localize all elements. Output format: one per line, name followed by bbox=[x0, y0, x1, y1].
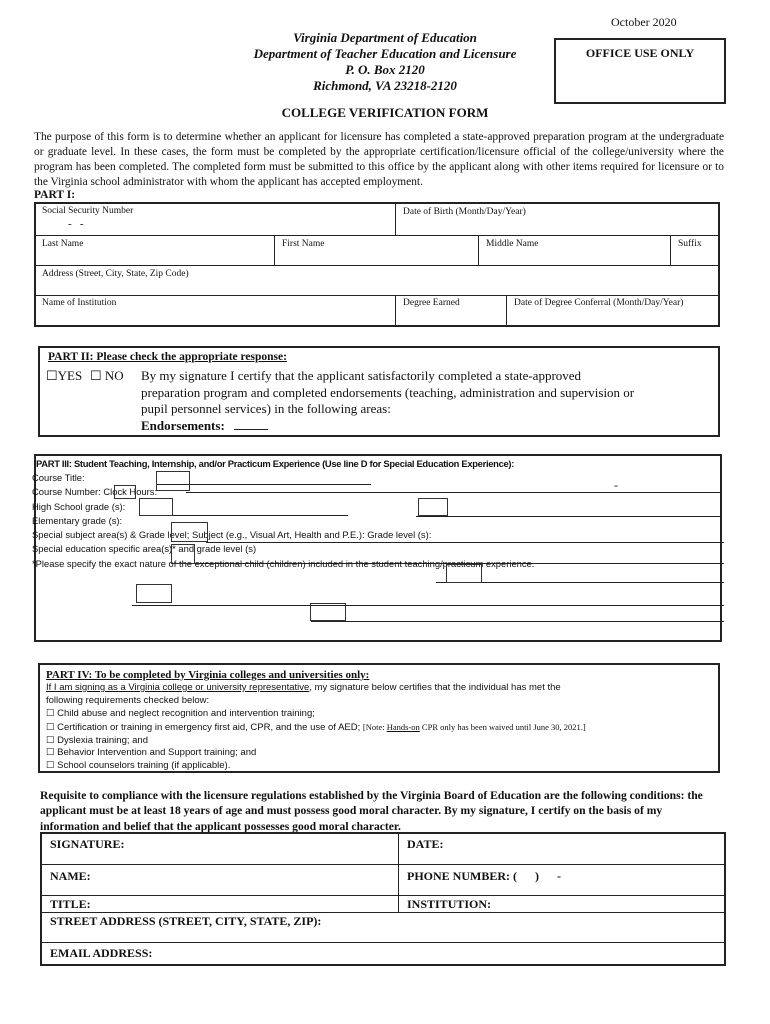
elementary-line[interactable] bbox=[416, 516, 720, 517]
part3-lines bbox=[32, 471, 534, 571]
middle-name-label: Middle Name bbox=[486, 239, 539, 249]
form-date: October 2020 bbox=[611, 15, 677, 29]
part1-col-divider bbox=[395, 295, 396, 325]
clock-hours-label: Clock Hours: bbox=[103, 486, 158, 498]
address-label: Address (Street, City, State, Zip Code) bbox=[42, 269, 189, 279]
part1-col-divider bbox=[478, 235, 479, 265]
first-name-label: First Name bbox=[282, 239, 325, 249]
ssn-label: Social Security Number bbox=[42, 206, 134, 216]
agency-line-1: Virginia Department of Education bbox=[293, 30, 477, 45]
signature-row-divider bbox=[42, 864, 724, 865]
date-field[interactable]: DATE: bbox=[407, 837, 444, 851]
part2-line-1: By my signature I certify that the applicant satisfactorily completed a state-approved bbox=[141, 368, 582, 383]
signature-block bbox=[40, 832, 726, 966]
phone-field[interactable]: PHONE NUMBER: ( ) - bbox=[407, 869, 561, 883]
requirement-dyslexia[interactable]: ☐ Dyslexia training; and bbox=[46, 734, 148, 746]
email-address-field[interactable]: EMAIL ADDRESS: bbox=[50, 946, 153, 960]
course-title-dash: - bbox=[614, 478, 618, 492]
part2-line-2: preparation program and completed endorsements (teaching, administration and supervision or bbox=[141, 384, 635, 400]
special-ed-box[interactable] bbox=[171, 544, 195, 564]
requisite-statement: Requisite to compliance with the licensure regulations established by the Virginia Board of Education are the following conditions: the applicant must be at least 18 years of age and must possess good moral character. By my signature, I certify on the basis of my information and belief that the applicant possesses good moral character. bbox=[40, 789, 703, 833]
course-title-box[interactable] bbox=[156, 471, 190, 491]
last-name-field[interactable] bbox=[36, 236, 273, 265]
part4-intro-line bbox=[46, 682, 586, 695]
elementary-box[interactable] bbox=[418, 498, 448, 516]
high-school-line[interactable] bbox=[148, 515, 348, 516]
cpr-note bbox=[363, 722, 586, 732]
exceptional-box-1[interactable] bbox=[446, 564, 482, 583]
elementary-label: Elementary grade (s): bbox=[32, 514, 123, 526]
degree-label: Degree Earned bbox=[403, 298, 460, 308]
part3-heading: PART III: Student Teaching, Internship, and/or Practicum Experience (Use line D for Special Education Experience): bbox=[36, 458, 515, 469]
part1-grid bbox=[34, 202, 720, 327]
requirement-cpr[interactable]: ☐ Certification or training in emergency first aid, CPR, and the use of AED; bbox=[46, 721, 361, 733]
cpr-note-post: CPR only has been waived until June 30, 2021.] bbox=[419, 721, 586, 732]
agency-line-2: Department of Teacher Education and Licensure bbox=[253, 46, 517, 61]
first-name-field[interactable] bbox=[276, 236, 477, 265]
middle-name-field[interactable] bbox=[480, 236, 669, 265]
form-title: COLLEGE VERIFICATION FORM bbox=[281, 105, 489, 120]
requirement-counselors[interactable]: ☐ School counselors training (if applicable). bbox=[46, 760, 231, 772]
agency-line-4: Richmond, VA 23218-2120 bbox=[313, 78, 457, 93]
ssn-field[interactable] bbox=[36, 204, 394, 234]
ssn-dashes: - - bbox=[68, 218, 84, 230]
exceptional-line-2[interactable] bbox=[132, 605, 724, 606]
requirement-behavior[interactable]: ☐ Behavior Intervention and Support training; and bbox=[46, 747, 257, 759]
cpr-note-pre: [Note: bbox=[362, 721, 387, 732]
course-title-label: Course Title: bbox=[32, 472, 85, 483]
last-name-label: Last Name bbox=[42, 239, 84, 249]
suffix-label: Suffix bbox=[678, 239, 702, 249]
institution-sig-field[interactable]: INSTITUTION: bbox=[407, 897, 492, 911]
endorsements-label: Endorsements: bbox=[141, 417, 225, 433]
agency-line-3: P. O. Box 2120 bbox=[345, 62, 425, 77]
requirement-child-abuse[interactable]: ☐ Child abuse and neglect recognition and intervention training; bbox=[46, 707, 315, 719]
dob-label: Date of Birth (Month/Day/Year) bbox=[403, 207, 526, 217]
part1-col-divider bbox=[395, 204, 396, 235]
part3-box bbox=[34, 454, 722, 642]
exceptional-child-note: *Please specify the exact nature of the exceptional child (children) included in the student teaching/practicum experience. bbox=[32, 557, 535, 569]
institution-label: Name of Institution bbox=[42, 298, 117, 308]
signature-field[interactable]: SIGNATURE: bbox=[50, 837, 125, 851]
conferral-date-label: Date of Degree Conferral (Month/Day/Year) bbox=[514, 298, 684, 308]
endorsements-blank[interactable] bbox=[234, 429, 268, 430]
part4-intro-underlined: If I am signing as a Virginia college or university representative bbox=[46, 681, 310, 693]
name-field[interactable]: NAME: bbox=[50, 869, 91, 883]
part4-intro-rest: , my signature below certifies that the individual has met the bbox=[309, 681, 561, 693]
institution-field[interactable] bbox=[36, 296, 394, 325]
suffix-field[interactable] bbox=[672, 236, 718, 265]
high-school-box[interactable] bbox=[139, 498, 173, 516]
form-intro: The purpose of this form is to determine whether an applicant for licensure has completed a state-approved preparation program at the undergraduate or graduate level. In these cases, the form must be completed by the appropriate certification/licensure official of the college/university where the program has been completed. The completed form must be submitted to this office by the applicant along with other items required for licensure or to the Virginia school administrator with whom the applicant has accepted employment. bbox=[34, 131, 724, 188]
conferral-date-field[interactable] bbox=[508, 296, 718, 325]
course-number-label: Course Number: bbox=[32, 486, 101, 498]
part1-col-divider bbox=[506, 295, 507, 325]
grade-level-box[interactable] bbox=[171, 522, 208, 542]
exceptional-line-3[interactable] bbox=[311, 621, 724, 622]
clock-hours-box[interactable] bbox=[114, 485, 136, 499]
cpr-note-underlined: Hands-on bbox=[386, 721, 420, 732]
part2-certification-text bbox=[141, 368, 634, 434]
special-ed-label: Special education specific area(s)* and grade level (s) bbox=[32, 543, 257, 555]
special-subject-label: Special subject area(s) & Grade level; Subject (e.g., Visual Art, Health and P.E.): Grade level (s): bbox=[32, 529, 432, 541]
office-use-label: OFFICE USE ONLY bbox=[585, 46, 695, 60]
high-school-label: High School grade (s): bbox=[32, 500, 126, 512]
part1-col-divider bbox=[274, 235, 275, 265]
part4-box bbox=[38, 663, 720, 773]
yes-checkbox[interactable]: ☐YES bbox=[46, 368, 83, 383]
exceptional-box-2[interactable] bbox=[136, 584, 172, 603]
part2-line-3: pupil personnel services) in the following areas: bbox=[141, 401, 391, 416]
dob-field[interactable] bbox=[397, 204, 717, 234]
special-subject-line[interactable] bbox=[206, 542, 724, 543]
part4-content bbox=[46, 669, 586, 773]
no-checkbox[interactable]: ☐ NO bbox=[90, 368, 124, 383]
part2-heading: PART II: Please check the appropriate response: bbox=[48, 351, 287, 363]
part4-heading: PART IV: To be completed by Virginia colleges and universities only: bbox=[46, 669, 370, 681]
address-field[interactable] bbox=[36, 266, 718, 295]
part4-intro-2: following requirements checked below: bbox=[46, 694, 210, 706]
street-address-field[interactable]: STREET ADDRESS (STREET, CITY, STATE, ZIP): bbox=[50, 914, 322, 928]
course-number-line[interactable] bbox=[186, 492, 720, 493]
part1-heading: PART I: bbox=[34, 189, 76, 201]
degree-field[interactable] bbox=[397, 296, 505, 325]
requirement-cpr-row bbox=[46, 721, 586, 735]
exceptional-box-3[interactable] bbox=[310, 603, 346, 621]
office-use-box bbox=[554, 38, 726, 104]
part2-box bbox=[38, 346, 720, 437]
agency-header bbox=[210, 30, 560, 94]
signature-row-divider bbox=[42, 942, 724, 943]
endorsements-row bbox=[141, 418, 634, 435]
part1-col-divider bbox=[670, 235, 671, 265]
title-field[interactable]: TITLE: bbox=[50, 897, 91, 911]
